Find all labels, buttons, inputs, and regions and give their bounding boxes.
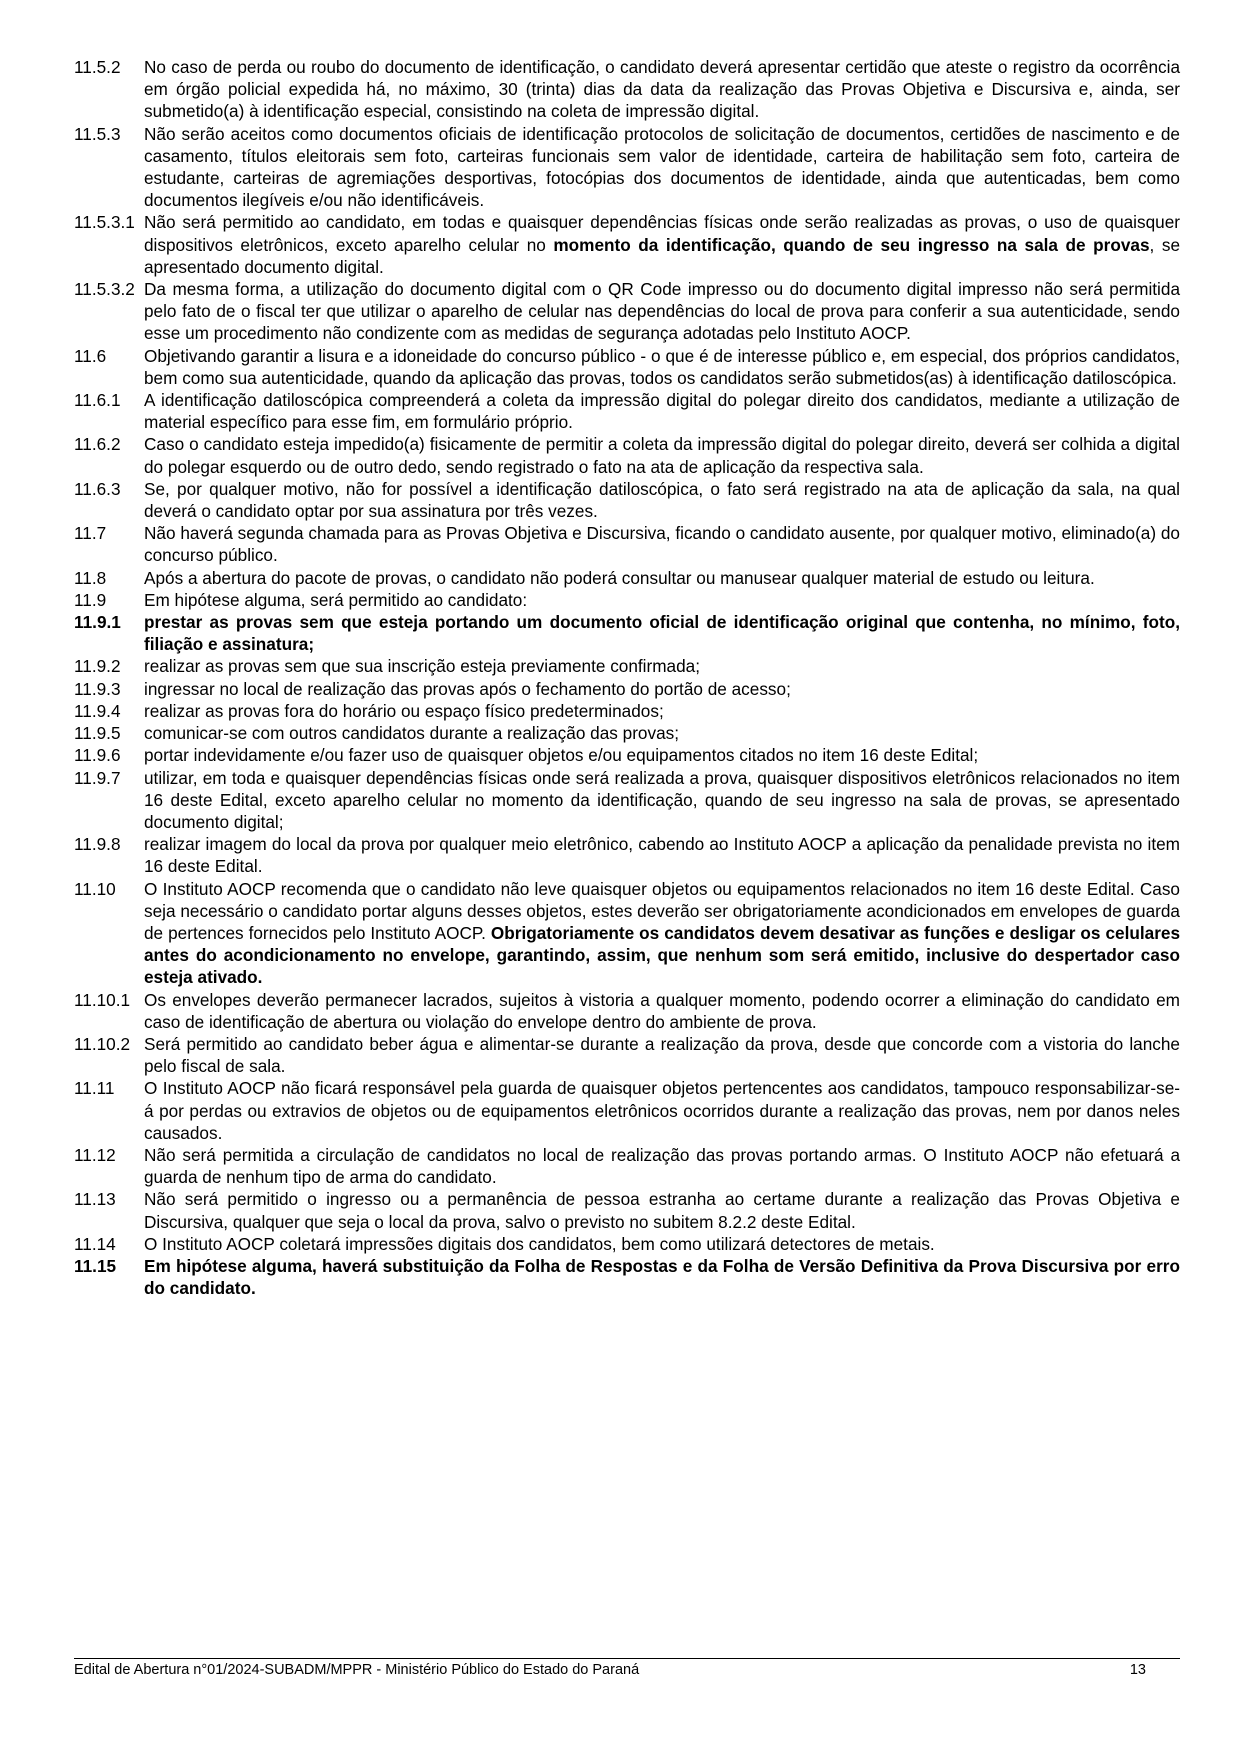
clause-number: 11.10.1 [74,989,131,1010]
clause-number: 11.9.6 [74,745,121,766]
clause-item [74,1144,1180,1188]
clause-item [74,1233,1180,1255]
clause-number: 11.5.3 [74,123,121,144]
clause-text [144,478,1180,522]
clause-item [74,433,1180,477]
clause-item [74,678,1180,700]
clause-text [144,1188,1180,1232]
clause-text [144,700,1180,722]
clause-number: 11.9.8 [74,834,121,855]
clause-item [74,211,1180,278]
clause-number: 11.6.1 [74,390,121,411]
clause-text-segment: prestar as provas sem que esteja portando um documento oficial de identificação original que contenha, no mínimo, foto, filiação e assinatura; [144,612,1180,655]
clause-text [144,433,1180,477]
clause-number: 11.9 [74,589,107,610]
clause-number: 11.11 [74,1078,115,1099]
clause-number: 11.9.2 [74,656,121,677]
clause-text [144,1233,1180,1255]
clause-number: 11.7 [74,523,107,544]
clause-number: 11.9.3 [74,678,121,699]
clause-number: 11.13 [74,1189,116,1210]
clause-number: 11.5.3.2 [74,279,135,300]
clause-text-segment: Da mesma forma, a utilização do documento digital com o QR Code impresso ou do documento digital impresso não será permitida pelo fato de o fiscal ter que utilizar o aparelho de celular nas dependências do local de prova para conferir a sua autenticidade, sendo esse um procedimento não condizente com as medidas de segurança adotadas pelo Instituto AOCP. [144,279,1180,344]
clause-text-segment: Os envelopes deverão permanecer lacrados, sujeitos à vistoria a qualquer momento, podendo ocorrer a eliminação do candidato em caso de identificação de abertura ou violação do envelope dentro do ambiente de prova. [144,989,1180,1032]
clause-text [144,522,1180,566]
clause-number: 11.14 [74,1233,116,1254]
clause-text-segment: A identificação datiloscópica compreenderá a coleta da impressão digital do polegar direito dos candidatos, mediante a utilização de material específico para esse fim, em formulário próprio. [144,390,1180,433]
clause-text-segment: ingressar no local de realização das provas após o fechamento do portão de acesso; [144,678,791,699]
clause-text-segment: portar indevidamente e/ou fazer uso de quaisquer objetos e/ou equipamentos citados no item 16 deste Edital; [144,745,979,766]
clause-text [144,611,1180,655]
clause-item [74,700,1180,722]
clause-item [74,722,1180,744]
clause-text-segment: O Instituto AOCP coletará impressões digitais dos candidatos, bem como utilizará detectores de metais. [144,1233,935,1254]
clause-text-segment: Não será permitido o ingresso ou a permanência de pessoa estranha ao certame durante a realização das Provas Objetiva e Discursiva, qualquer que seja o local da prova, salvo o previsto no subitem 8.2.2 deste Edital. [144,1189,1180,1232]
clause-item [74,655,1180,677]
clause-text [144,767,1180,834]
clause-text-segment: Será permitido ao candidato beber água e alimentar-se durante a realização da prova, desde que concorde com a vistoria do lanche pelo fiscal de sala. [144,1033,1180,1077]
clause-item [74,123,1180,212]
clause-item [74,744,1180,766]
clause-number: 11.5.3.1 [74,212,135,233]
clause-text-segment: Em hipótese alguma, haverá substituição da Folha de Respostas e da Folha de Versão Definitiva da Prova Discursiva por erro do candidato. [144,1255,1180,1299]
clause-text [144,345,1180,389]
clause-item [74,1077,1180,1144]
clause-text-segment: O Instituto AOCP não ficará responsável pela guarda de quaisquer objetos pertencentes aos candidatos, tampouco responsabilizar-se-á por perdas ou extravios de objetos ou de equipamentos eletrônicos ocorridos durante a realização das provas, nem por danos neles causados. [144,1078,1180,1143]
clause-text-segment: realizar as provas fora do horário ou espaço físico predeterminados; [144,700,664,721]
clause-number: 11.8 [74,567,107,588]
clause-item [74,522,1180,566]
clause-item [74,833,1180,877]
clause-text-segment: , se apresentado documento digital. [144,234,1181,277]
clause-text [144,878,1180,989]
clause-text-segment: Objetivando garantir a lisura e a idoneidade do concurso público - o que é de interesse público e, em especial, dos próprios candidatos, bem como sua autenticidade, quando da aplicação das provas, todos os candidatos serão submetidos(as) à identificação datiloscópica. [144,345,1180,388]
clause-text [144,1255,1180,1299]
clause-text [144,211,1180,278]
clause-number: 11.6 [74,345,107,366]
clause-text [144,1077,1180,1144]
clause-text [144,744,1180,766]
clause-text [144,567,1180,589]
page-footer [74,1658,1180,1678]
clause-text [144,989,1180,1033]
clause-text-segment: Não será permitido ao candidato, em todas e quaisquer dependências físicas onde serão realizadas as provas, o uso de quaisquer dispositivos eletrônicos, exceto aparelho celular no [144,212,1180,255]
clause-number: 11.6.3 [74,478,121,499]
clause-number: 11.9.5 [74,723,121,744]
clause-text [144,589,1180,611]
clause-text-segment: No caso de perda ou roubo do documento de identificação, o candidato deverá apresentar certidão que ateste o registro da ocorrência em órgão policial expedida há, no máximo, 30 (trinta) dias da data da realização das Provas Objetiva e Discursiva e, ainda, ser submetido(a) à identificação especial, consistindo na coleta de impressão digital. [144,57,1180,122]
clause-item [74,567,1180,589]
clause-text-segment: O Instituto AOCP recomenda que o candidato não leve quaisquer objetos ou equipamentos relacionados no item 16 deste Edital. Caso seja necessário o candidato portar alguns desses objetos, estes deverão ser obrigatoriamente acondicionados em envelopes de guarda de pertences fornecidos pelo Instituto AOCP. [144,878,1180,943]
page-number: 13 [1129,1662,1146,1678]
footer-rule [74,1658,1180,1659]
clause-text-segment: Não haverá segunda chamada para as Provas Objetiva e Discursiva, ficando o candidato ausente, por qualquer motivo, eliminado(a) do concurso público. [144,523,1180,566]
clause-item [74,611,1180,655]
clause-item [74,389,1180,433]
clause-text-bold: Obrigatoriamente os candidatos devem desativar as funções e desligar os celulares antes do acondicionamento no envelope, garantindo, assim, que nenhum som será emitido, inclusive do despertador caso esteja ativado. [144,922,1180,988]
clause-text [144,833,1180,877]
clause-text-bold: momento da identificação, quando de seu ingresso na sala de provas [553,234,1150,255]
clause-item [74,1033,1180,1077]
clause-text [144,722,1180,744]
clause-item [74,767,1180,834]
clause-text-segment: utilizar, em toda e quaisquer dependências físicas onde será realizada a prova, quaisquer dispositivos eletrônicos relacionados no item 16 deste Edital, exceto aparelho celular no momento da identificação, quando de seu ingresso na sala de provas, se apresentado documento digital; [144,767,1180,832]
clause-text-segment: Não será permitida a circulação de candidatos no local de realização das provas portando armas. O Instituto AOCP não efetuará a guarda de nenhum tipo de arma do candidato. [144,1144,1180,1188]
clause-number: 11.6.2 [74,434,121,455]
clause-number: 11.9.7 [74,767,121,788]
clause-text-segment: Caso o candidato esteja impedido(a) fisicamente de permitir a coleta da impressão digital do polegar direito, deverá ser colhida a digital do polegar esquerdo ou de outro dedo, sendo registrado o fato na ata de aplicação da respectiva sala. [144,434,1180,477]
clause-item [74,278,1180,345]
document-body [74,56,1180,1299]
clause-number: 11.12 [74,1144,116,1165]
footer-title: Edital de Abertura n°01/2024-SUBADM/MPPR - Ministério Público do Estado do Paraná [74,1662,640,1678]
clause-text-segment: realizar imagem do local da prova por qualquer meio eletrônico, cabendo ao Instituto AOCP a aplicação da penalidade prevista no item 16 deste Edital. [144,834,1180,877]
clause-item [74,989,1180,1033]
clause-number: 11.10.2 [74,1033,131,1054]
clause-text [144,123,1180,212]
clause-item [74,878,1180,989]
clause-text [144,655,1180,677]
clause-number: 11.9.4 [74,700,121,721]
clause-item [74,589,1180,611]
clause-text-segment: comunicar-se com outros candidatos durante a realização das provas; [144,723,680,744]
clause-text [144,1033,1180,1077]
clause-text [144,278,1180,345]
clause-item [74,345,1180,389]
clause-item [74,56,1180,123]
clause-text-segment: realizar as provas sem que sua inscrição esteja previamente confirmada; [144,656,700,677]
clause-item [74,1255,1180,1299]
clause-number: 11.10 [74,878,116,899]
clause-text-segment: Em hipótese alguma, será permitido ao candidato: [144,589,528,610]
clause-text-segment: Se, por qualquer motivo, não for possível a identificação datiloscópica, o fato será registrado na ata de aplicação da sala, na qual deverá o candidato optar por sua assinatura por três vezes. [144,478,1180,522]
clause-number: 11.5.2 [74,57,121,77]
clause-text [144,678,1180,700]
clause-text-segment: Após a abertura do pacote de provas, o candidato não poderá consultar ou manusear qualquer material de estudo ou leitura. [144,567,1095,588]
clause-text [144,389,1180,433]
clause-text-segment: Não serão aceitos como documentos oficiais de identificação protocolos de solicitação de documentos, certidões de nascimento e de casamento, títulos eleitorais sem foto, carteiras funcionais sem valor de identidade, carteira de habilitação sem foto, carteira de estudante, carteiras de agremiações desportivas, fotocópias dos documentos de identidade, ainda que autenticadas, bem como documentos ilegíveis e/ou não identificáveis. [144,123,1180,211]
clause-number: 11.15 [74,1255,117,1276]
clause-item [74,1188,1180,1232]
clause-item [74,478,1180,522]
clause-text [144,1144,1180,1188]
clause-number: 11.9.1 [74,612,121,633]
clause-text [144,56,1180,123]
